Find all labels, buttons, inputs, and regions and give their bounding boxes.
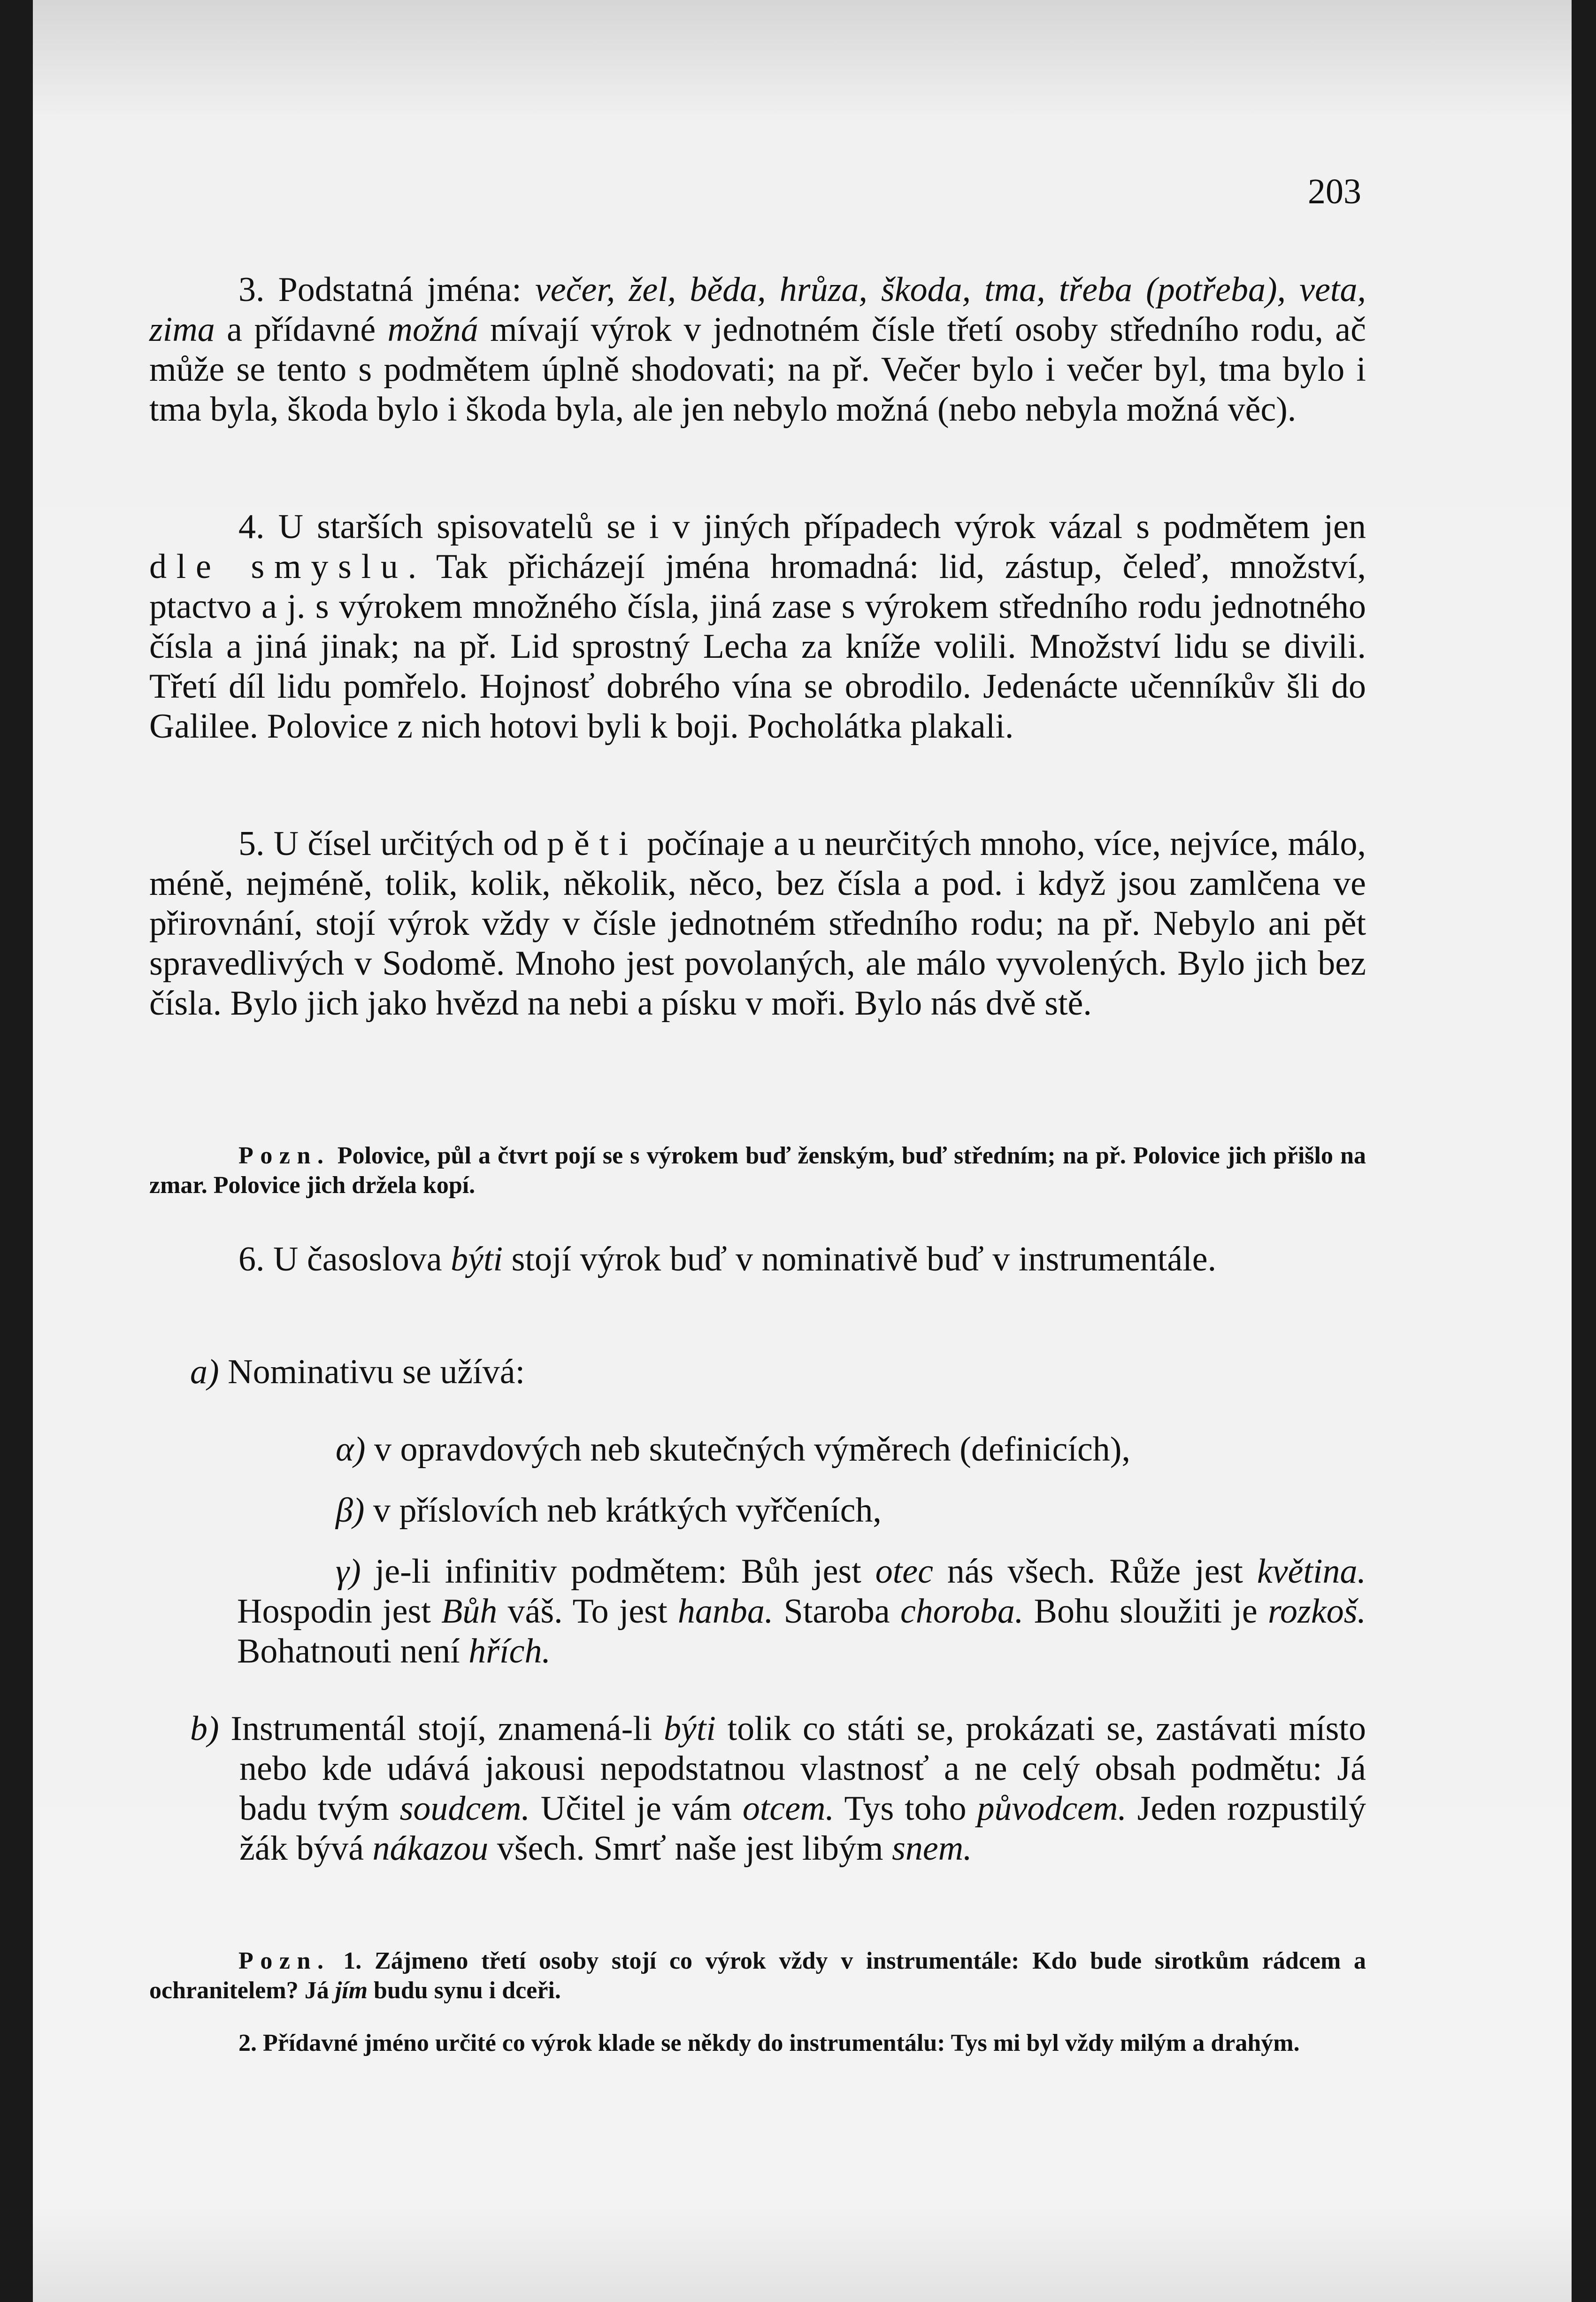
text-run: tolik co státi se, prokázati se, zastávati místo nebo kde udává jakousi nepodstatnou vlastnosť a ne celý obsah podmětu: Já badu tvým: [239, 1709, 1366, 1828]
note-label: Pozn.: [238, 1948, 330, 1974]
italic-run: býti: [663, 1709, 716, 1748]
paragraph-3: [149, 270, 1366, 430]
text-run: Tys toho: [834, 1789, 977, 1828]
paragraph-number: 6.: [238, 1240, 273, 1278]
text-run: U čísel určitých od: [273, 824, 547, 863]
text-run: v příslovích neb krátkých vyřčeních,: [364, 1491, 882, 1530]
note-text: Polovice, půl a čtvrt pojí se s výrokem buď ženským, buď středním; na př. Polovice jich přišlo na zmar. Polovice jich držela kopí.: [149, 1142, 1366, 1199]
text-run: Staroba: [773, 1592, 900, 1631]
text-run: Bohatnouti není: [237, 1632, 469, 1671]
note-label: Pozn.: [238, 1142, 330, 1169]
text-run: stojí výrok buď v nominativě buď v instrumentále.: [503, 1240, 1217, 1278]
spaced-run: pěti: [547, 824, 638, 863]
text-run: je-li infinitiv podmětem: Bůh jest: [361, 1552, 875, 1591]
page-number: 203: [1308, 172, 1361, 211]
item-beta: [336, 1491, 1366, 1531]
text-run: Instrumentál stojí, znamená-li: [219, 1709, 664, 1748]
note-2: [149, 1946, 1366, 2005]
italic-run: choroba.: [900, 1592, 1024, 1631]
italic-run: možná: [387, 310, 478, 349]
scan-right-edge: [1572, 0, 1596, 2302]
item-label: β): [336, 1491, 365, 1530]
spaced-run: dle smyslu: [149, 547, 408, 586]
italic-run: původcem.: [977, 1789, 1127, 1828]
paragraph-number: 4.: [238, 508, 278, 546]
text-run: váš. To jest: [497, 1592, 678, 1631]
text-run: v opravdových neb skutečných výměrech (definicích),: [365, 1430, 1130, 1469]
subsection-a: [190, 1352, 1366, 1392]
text-run: Hospodin jest: [237, 1592, 442, 1631]
paragraph-4: [149, 507, 1366, 747]
note-3: [149, 2028, 1366, 2058]
paragraph-number: 3.: [238, 270, 278, 309]
text-run: všech. Smrť naše jest libým: [488, 1829, 892, 1868]
italic-run: hřích.: [468, 1632, 551, 1671]
text-run: nás všech. Růže jest: [933, 1552, 1257, 1591]
text-run: Jeden rozpustilý žák bývá: [239, 1789, 1366, 1868]
text-run: Bohu sloužiti je: [1023, 1592, 1268, 1631]
italic-run: nákazou: [372, 1829, 489, 1868]
item-gamma: [237, 1552, 1366, 1671]
italic-run: Bůh: [441, 1592, 498, 1631]
text-run: počínaje a u neurčitých mnoho, více, nejvíce, málo, méně, nejméně, tolik, kolik, několik, něco, bez čísla a pod. i když jsou zamlčena ve přirovnání, stojí výrok vždy v čísle jednotném středního rodu; na př. Nebylo ani pět spravedlivých v Sodomě. Mnoho jest povolaných, ale málo vyvolených. Bylo jich bez čísla. Bylo jich jako hvězd na nebi a písku v moři. Bylo nás dvě stě.: [149, 824, 1366, 1023]
scan-left-edge: [0, 0, 33, 2302]
text-run: Nominativu se užívá:: [219, 1353, 525, 1391]
paragraph-5: [149, 824, 1366, 1024]
italic-run: snem.: [892, 1829, 972, 1868]
italic-run: hanba.: [677, 1592, 774, 1631]
italic-run: rozkoš.: [1268, 1592, 1366, 1631]
italic-run: soudcem.: [399, 1789, 530, 1828]
text-run: U starších spisovatelů se i v jiných případech výrok vázal s podmětem jen: [278, 508, 1366, 546]
text-run: Učitel je vám: [530, 1789, 743, 1828]
italic-run: otec: [875, 1552, 933, 1591]
item-label: γ): [336, 1552, 361, 1591]
note-text: 2. Přídavné jméno určité co výrok klade se někdy do instrumentálu: Tys mi byl vždy milým a drahým.: [238, 2030, 1300, 2056]
text-run: Podstatná jména:: [278, 270, 535, 309]
paragraph-6: [149, 1240, 1366, 1279]
note-1: [149, 1141, 1366, 1200]
italic-run: otcem.: [742, 1789, 835, 1828]
note-text: 1. Zájmeno třetí osoby stojí co výrok vždy v instrumentále: Kdo bude sirotkům rádcem a ochranitelem? Já: [149, 1948, 1366, 2004]
item-alpha: [336, 1430, 1366, 1470]
text-run: U časoslova: [273, 1240, 451, 1278]
text-run: a přídavné: [215, 310, 388, 349]
item-label: α): [336, 1430, 366, 1469]
paragraph-number: 5.: [238, 824, 274, 863]
note-text: budu synu i dceři.: [368, 1977, 561, 2004]
italic-run: jím: [335, 1977, 368, 2004]
italic-run: květina.: [1257, 1552, 1366, 1591]
subsection-label: b): [190, 1709, 219, 1748]
italic-run: býti: [451, 1240, 503, 1278]
text-run: mívají výrok v jednotném čísle třetí osoby středního rodu, ač může se tento s podmětem úplně shodovati; na př. Večer bylo i večer byl, tma bylo i tma byla, škoda bylo i škoda byla, ale jen nebylo možná (nebo nebyla možná věc).: [149, 310, 1366, 429]
text-run: . Tak přicházejí jména hromadná: lid, zástup, čeleď, množství, ptactvo a j. s výrokem množného čísla, jiná zase s výrokem středního rodu jednotného čísla a jiná jinak; na př. Lid sprostný Lecha za kníže volili. Množství lidu se divili. Třetí díl lidu pomřelo. Hojnosť dobrého vína se obrodilo. Jedenácte učenníkův šli do Galilee. Polovice z nich hotovi byli k boji. Pocholátka plakali.: [149, 547, 1366, 746]
italic-run: večer, žel, běda, hrůza, škoda, tma, třeba (potřeba), veta, zima: [149, 270, 1366, 349]
subsection-label: a): [190, 1353, 219, 1391]
subsection-b: [190, 1709, 1366, 1869]
